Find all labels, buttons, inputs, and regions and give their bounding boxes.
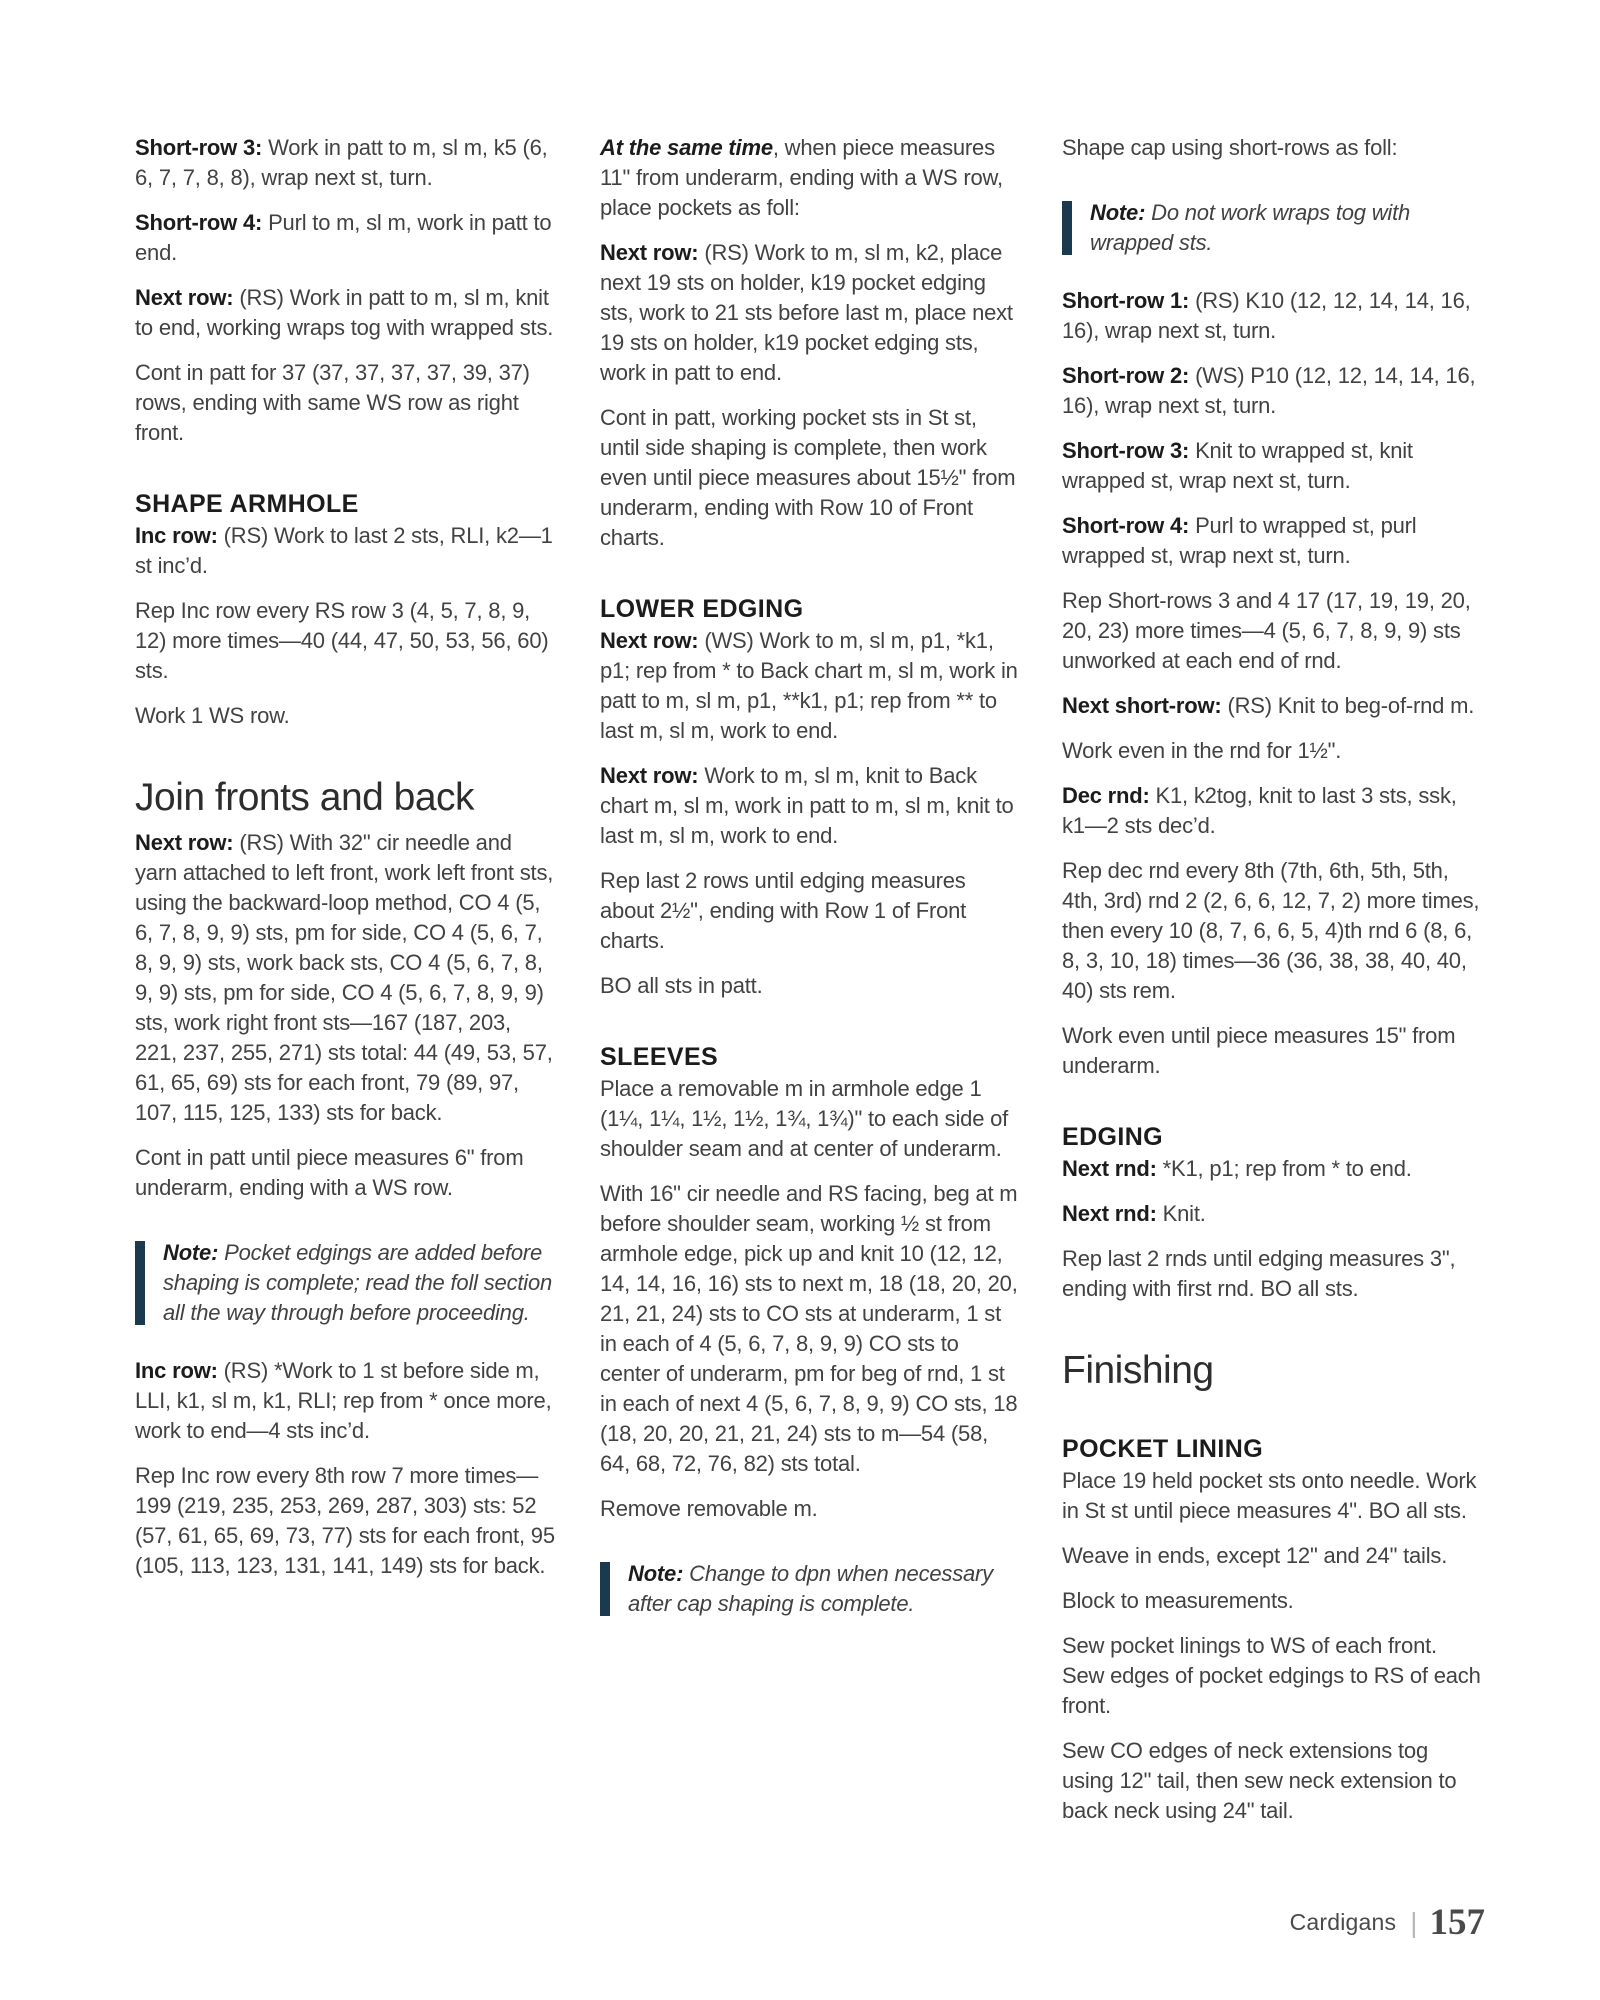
paragraph — [1062, 436, 1484, 496]
paragraph-text: (RS) Work to last 2 sts, RLI, k2—1 st inc’d. — [135, 523, 553, 578]
paragraph — [1062, 286, 1484, 346]
page-footer — [135, 1901, 1485, 1944]
paragraph — [600, 1074, 1022, 1164]
paragraph-text: Rep Inc row every RS row 3 (4, 5, 7, 8, 9, 12) more times—40 (44, 47, 50, 53, 56, 60) sts. — [135, 598, 549, 683]
paragraph-lead: Short-row 4: — [135, 210, 263, 235]
paragraph-text: Rep Inc row every 8th row 7 more times—199 (219, 235, 253, 269, 287, 303) sts: 52 (57, 61, 65, 69, 73, 77) sts for each front, 95 (105, 113, 123, 131, 141, 149) sts for back. — [135, 1463, 555, 1578]
paragraph-lead: At the same time — [600, 135, 773, 160]
paragraph-text: Rep last 2 rows until edging measures about 2½", ending with Row 1 of Front charts. — [600, 868, 967, 953]
paragraph — [1062, 1154, 1484, 1184]
paragraph-text: K1, k2tog, knit to last 3 sts, ssk, k1—2 sts dec’d. — [1062, 783, 1457, 838]
paragraph-lead: Next rnd: — [1062, 1156, 1157, 1181]
paragraph-lead: Short-row 3: — [135, 135, 263, 160]
paragraph-text: (WS) Work to m, sl m, p1, *k1, p1; rep from * to Back chart m, sl m, work in patt to m, sl m, p1, **k1, p1; rep from ** to last m, sl m, work to end. — [600, 628, 1018, 743]
paragraph-text: With 16" cir needle and RS facing, beg at m before shoulder seam, working ½ st from armhole edge, pick up and knit 10 (12, 12, 14, 14, 16, 16) sts to next m, 18 (18, 20, 20, 21, 21, 24) sts to CO sts at underarm, 1 st in each of 4 (5, 6, 7, 8, 9, 9) CO sts to center of underarm, pm for beg of rnd, 1 st in each of next 4 (5, 6, 7, 8, 9, 9) CO sts, 18 (18, 20, 20, 21, 21, 24) sts to m—54 (58, 64, 68, 72, 76, 82) sts total. — [600, 1181, 1018, 1476]
paragraph-text: (RS) With 32" cir needle and yarn attached to left front, work left front sts, using the backward-loop method, CO 4 (5, 6, 7, 8, 9, 9) sts, pm for side, CO 4 (5, 6, 7, 8, 9, 9) sts, work back sts, CO 4 (5, 6, 7, 8, 9, 9) sts, pm for side, CO 4 (5, 6, 7, 8, 9, 9) sts, work right front sts—167 (187, 203, 221, 237, 255, 271) sts total: 44 (49, 53, 57, 61, 65, 69) sts for each front, 79 (89, 97, 107, 115, 125, 133) sts for back. — [135, 830, 554, 1125]
text-column-middle — [600, 133, 1022, 1647]
paragraph — [600, 761, 1022, 851]
paragraph — [135, 133, 557, 193]
note-callout — [1062, 198, 1484, 258]
paragraph-lead: Short-row 2: — [1062, 363, 1190, 388]
paragraph-text: Rep dec rnd every 8th (7th, 6th, 5th, 5th, 4th, 3rd) rnd 2 (2, 6, 6, 12, 7, 2) more times, then every 10 (8, 7, 6, 6, 5, 4)th rnd 6 (8, 6, 8, 3, 10, 18) times—36 (36, 38, 38, 40, 40, 40) sts rem. — [1062, 858, 1480, 1003]
paragraph-text: (RS) Work to m, sl m, k2, place next 19 sts on holder, k19 pocket edging sts, work to 21 sts before last m, place next 19 sts on holder, k19 pocket edging sts, work in patt to end. — [600, 240, 1013, 385]
paragraph-text: (RS) Work in patt to m, sl m, knit to end, working wraps tog with wrapped sts. — [135, 285, 554, 340]
paragraph-text: Sew CO edges of neck extensions tog using 12" tail, then sew neck extension to back neck using 24" tail. — [1062, 1738, 1457, 1823]
paragraph-text: (RS) *Work to 1 st before side m, LLI, k1, sl m, k1, RLI; rep from * once more, work to end—4 sts inc’d. — [135, 1358, 552, 1443]
paragraph — [135, 828, 557, 1128]
paragraph — [1062, 1631, 1484, 1721]
paragraph — [600, 403, 1022, 553]
page-number: 157 — [1429, 1902, 1485, 1943]
paragraph — [1062, 1199, 1484, 1229]
subsection-heading: POCKET LINING — [1062, 1435, 1264, 1463]
text-column-right — [1062, 133, 1484, 1841]
note-text — [1090, 198, 1484, 258]
note-text — [163, 1238, 557, 1328]
section-heading: Finishing — [1062, 1349, 1214, 1392]
paragraph-lead: Next row: — [600, 763, 699, 788]
paragraph — [135, 521, 557, 581]
paragraph-lead: Dec rnd: — [1062, 783, 1150, 808]
paragraph — [1062, 1244, 1484, 1304]
paragraph-text: Cont in patt for 37 (37, 37, 37, 37, 39, 37) rows, ending with same WS row as right front. — [135, 360, 530, 445]
paragraph-text: Rep Short-rows 3 and 4 17 (17, 19, 19, 20, 20, 23) more times—4 (5, 6, 7, 8, 9, 9) sts unworked at each end of rnd. — [1062, 588, 1471, 673]
paragraph — [600, 238, 1022, 388]
paragraph — [135, 1356, 557, 1446]
paragraph — [1062, 1736, 1484, 1826]
paragraph-text: Do not work wraps tog with wrapped sts. — [1090, 200, 1411, 255]
paragraph-text: (RS) K10 (12, 12, 14, 14, 16, 16), wrap next st, turn. — [1062, 288, 1471, 343]
paragraph-text: Place 19 held pocket sts onto needle. Work in St st until piece measures 4". BO all sts. — [1062, 1468, 1477, 1523]
paragraph-text: Work to m, sl m, knit to Back chart m, sl m, work in patt to m, sl m, knit to last m, sl m, work to end. — [600, 763, 1014, 848]
paragraph-text: , when piece measures 11" from underarm, ending with a WS row, place pockets as foll: — [600, 135, 1003, 220]
paragraph — [1062, 586, 1484, 676]
paragraph-lead: Inc row: — [135, 1358, 218, 1383]
paragraph — [135, 1461, 557, 1581]
paragraph — [135, 1143, 557, 1203]
paragraph — [135, 208, 557, 268]
paragraph — [1062, 736, 1484, 766]
subsection-heading: SLEEVES — [600, 1043, 719, 1071]
paragraph-text: Work in patt to m, sl m, k5 (6, 6, 7, 7, 8, 8), wrap next st, turn. — [135, 135, 548, 190]
footer-separator: | — [1410, 1907, 1418, 1938]
paragraph-text: Cont in patt, working pocket sts in St st, until side shaping is complete, then work even until piece measures about 15½" from underarm, ending with Row 10 of Front charts. — [600, 405, 1016, 550]
note-text — [628, 1559, 1022, 1619]
paragraph-text: BO all sts in patt. — [600, 973, 763, 998]
paragraph-lead: Note: — [628, 1561, 684, 1586]
paragraph-text: Weave in ends, except 12" and 24" tails. — [1062, 1543, 1448, 1568]
paragraph — [1062, 1021, 1484, 1081]
paragraph-text: Purl to wrapped st, purl wrapped st, wrap next st, turn. — [1062, 513, 1417, 568]
paragraph — [600, 1179, 1022, 1479]
paragraph — [1062, 133, 1484, 163]
paragraph — [1062, 691, 1484, 721]
subsection-heading: EDGING — [1062, 1123, 1164, 1151]
paragraph — [1062, 1541, 1484, 1571]
paragraph-text: Remove removable m. — [600, 1496, 818, 1521]
paragraph-lead: Note: — [1090, 200, 1146, 225]
paragraph-text: Work even until piece measures 15" from underarm. — [1062, 1023, 1456, 1078]
paragraph-text: Knit to wrapped st, knit wrapped st, wrap next st, turn. — [1062, 438, 1413, 493]
paragraph-text: Place a removable m in armhole edge 1 (1¼, 1¼, 1½, 1½, 1¾, 1¾)" to each side of shoulder seam and at center of underarm. — [600, 1076, 1009, 1161]
paragraph — [135, 358, 557, 448]
paragraph-text: Pocket edgings are added before shaping is complete; read the foll section all the way through before proceeding. — [163, 1240, 553, 1325]
footer-section-label: Cardigans — [1289, 1909, 1397, 1935]
paragraph-lead: Next row: — [135, 830, 234, 855]
paragraph — [135, 283, 557, 343]
paragraph-lead: Next short-row: — [1062, 693, 1222, 718]
paragraph-lead: Short-row 4: — [1062, 513, 1190, 538]
paragraph — [1062, 1466, 1484, 1526]
paragraph — [135, 701, 557, 731]
paragraph — [600, 626, 1022, 746]
subsection-heading: SHAPE ARMHOLE — [135, 490, 359, 518]
paragraph — [600, 866, 1022, 956]
paragraph-text: Rep last 2 rnds until edging measures 3", ending with first rnd. BO all sts. — [1062, 1246, 1456, 1301]
paragraph-text: (WS) P10 (12, 12, 14, 14, 16, 16), wrap next st, turn. — [1062, 363, 1476, 418]
paragraph-lead: Short-row 3: — [1062, 438, 1190, 463]
note-callout — [135, 1238, 557, 1328]
paragraph-text: Cont in patt until piece measures 6" from underarm, ending with a WS row. — [135, 1145, 524, 1200]
paragraph-text: Sew pocket linings to WS of each front. Sew edges of pocket edgings to RS of each front. — [1062, 1633, 1481, 1718]
paragraph-text: Change to dpn when necessary after cap shaping is complete. — [628, 1561, 993, 1616]
paragraph-text: Work 1 WS row. — [135, 703, 290, 728]
paragraph-lead: Next row: — [135, 285, 234, 310]
section-heading: Join fronts and back — [135, 776, 475, 819]
paragraph-lead: Note: — [163, 1240, 219, 1265]
subsection-heading: LOWER EDGING — [600, 595, 804, 623]
note-callout — [600, 1559, 1022, 1619]
text-column-left — [135, 133, 557, 1596]
paragraph-text: Block to measurements. — [1062, 1588, 1294, 1613]
paragraph-text: Purl to m, sl m, work in patt to end. — [135, 210, 552, 265]
paragraph — [600, 971, 1022, 1001]
paragraph-lead: Short-row 1: — [1062, 288, 1190, 313]
paragraph-text: Knit. — [1156, 1201, 1206, 1226]
paragraph — [1062, 781, 1484, 841]
paragraph-text: Shape cap using short-rows as foll: — [1062, 135, 1398, 160]
paragraph — [135, 596, 557, 686]
paragraph-lead: Next row: — [600, 628, 699, 653]
paragraph — [1062, 511, 1484, 571]
paragraph — [1062, 361, 1484, 421]
paragraph-text: (RS) Knit to beg-of-rnd m. — [1221, 693, 1475, 718]
paragraph-text: Work even in the rnd for 1½". — [1062, 738, 1342, 763]
paragraph-lead: Next row: — [600, 240, 699, 265]
paragraph-text: *K1, p1; rep from * to end. — [1156, 1156, 1412, 1181]
paragraph-lead: Next rnd: — [1062, 1201, 1157, 1226]
paragraph — [600, 133, 1022, 223]
paragraph — [1062, 856, 1484, 1006]
paragraph — [600, 1494, 1022, 1524]
paragraph-lead: Inc row: — [135, 523, 218, 548]
paragraph — [1062, 1586, 1484, 1616]
